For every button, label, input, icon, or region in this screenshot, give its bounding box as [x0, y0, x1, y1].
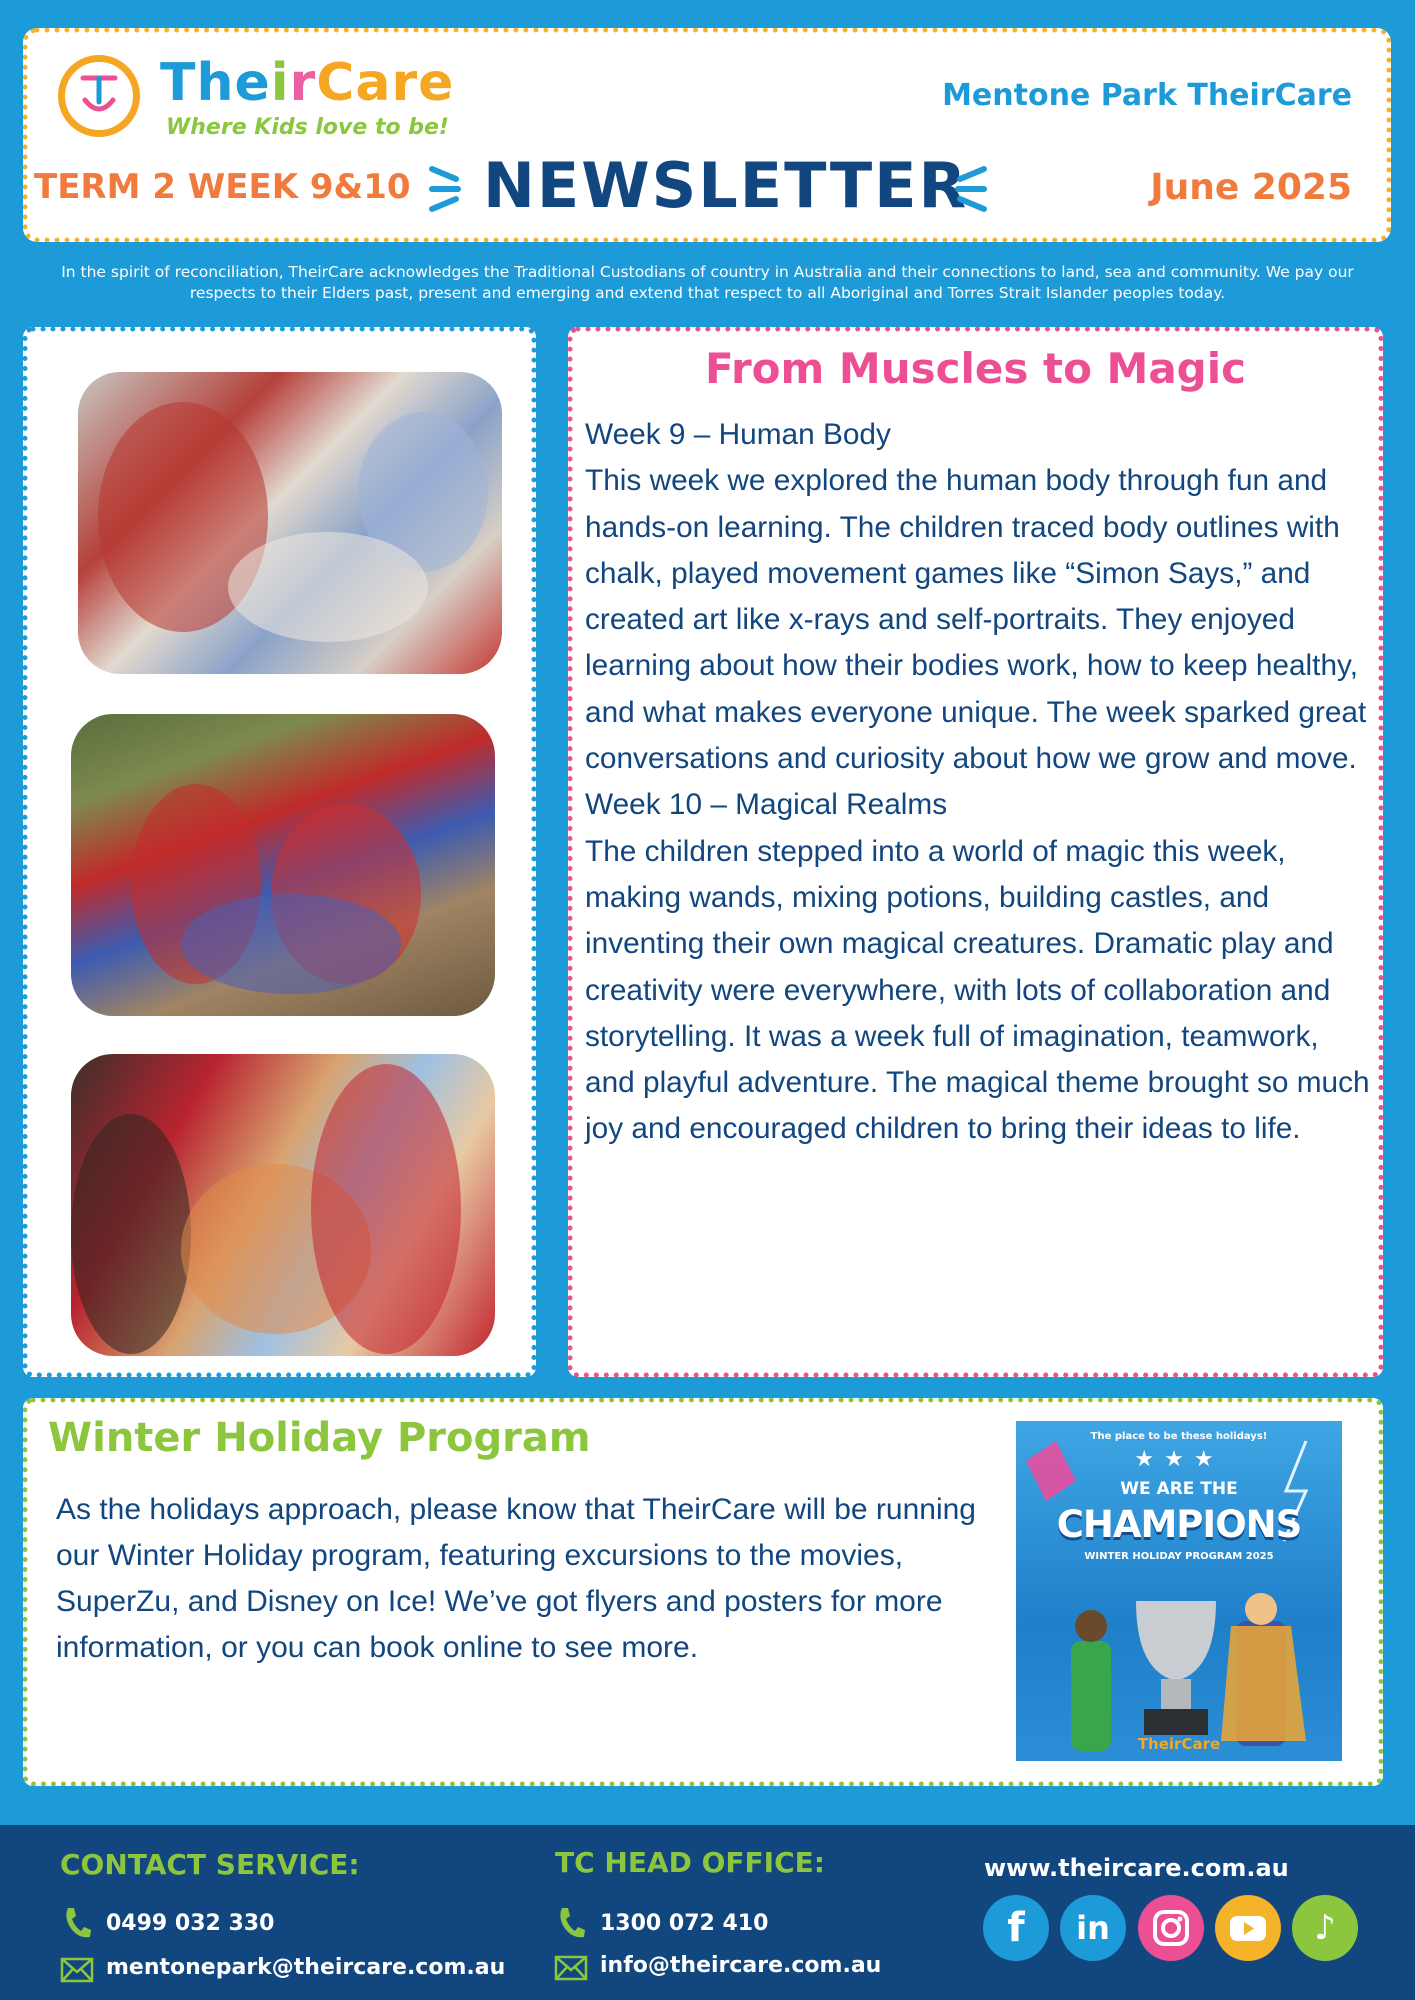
- brand-tagline: Where Kids love to be!: [166, 115, 449, 140]
- poster-heading-line2: CHAMPIONS: [1056, 1503, 1302, 1546]
- holiday-program-poster: [1016, 1421, 1342, 1761]
- brand-name: TheirCare: [160, 53, 455, 113]
- photo-children-building-blocks: [71, 714, 495, 1016]
- mail-icon: [554, 1955, 588, 1981]
- contact-phone-link[interactable]: 0499 032 330: [106, 1911, 275, 1936]
- week10-heading: Week 10 – Magical Realms: [585, 788, 948, 822]
- poster-stars-icon: ★★★: [1134, 1447, 1224, 1472]
- poster-heading-line1: WE ARE THE: [1120, 1479, 1238, 1499]
- footer: [0, 1825, 1415, 2000]
- week10-text: The children stepped into a world of magic this week, making wands, mixing potions, building castles, and inventing their own magical creatures. Dramatic play and creativity were everywhere, with lots of collaboration and storytelling. It was a week full of imagination, teamwork, and playful adventure. The magical theme brought so much joy and encouraged children to bring their ideas to life.: [585, 834, 1378, 1146]
- photo-child-with-puzzle-board: [71, 1054, 495, 1356]
- contact-service-heading: CONTACT SERVICE:: [60, 1848, 360, 1881]
- term-label: TERM 2 WEEK 9&10: [34, 167, 411, 207]
- dash-decoration-icon: [426, 161, 466, 217]
- poster-brand: TheirCare: [1137, 1735, 1221, 1753]
- office-email-link[interactable]: info@theircare.com.au: [600, 1953, 882, 1978]
- youtube-glyph-icon: [1215, 1895, 1281, 1961]
- header-card: [23, 28, 1391, 242]
- facebook-icon[interactable]: f: [983, 1895, 1049, 1961]
- date-label: June 2025: [1150, 167, 1352, 208]
- story-card: [568, 327, 1383, 1377]
- poster-artwork-icon: [1016, 1421, 1342, 1761]
- newsletter-title: NEWSLETTER: [483, 149, 969, 222]
- holiday-text: As the holidays approach, please know that TheirCare will be running our Winter Holiday program, featuring excursions to the movies, SuperZu, and Disney on Ice! We’ve got flyers and posters for more information, or you can book online to see more.: [56, 1493, 976, 1664]
- story-body: [585, 412, 1378, 1153]
- poster-tagline: The place to be these holidays!: [1090, 1431, 1268, 1442]
- instagram-glyph-icon: [1138, 1895, 1204, 1961]
- week9-heading: Week 9 – Human Body: [585, 418, 891, 451]
- photo-column: [23, 327, 536, 1377]
- phone-icon: [556, 1905, 586, 1941]
- dash-decoration-icon: [950, 161, 990, 217]
- instagram-icon[interactable]: [1138, 1895, 1204, 1961]
- contact-email-link[interactable]: mentonepark@theircare.com.au: [106, 1955, 506, 1980]
- website-link[interactable]: www.theircare.com.au: [984, 1854, 1289, 1882]
- theircare-logo-icon: [58, 55, 140, 137]
- linkedin-icon[interactable]: in: [1060, 1895, 1126, 1961]
- holiday-title: Winter Holiday Program: [48, 1415, 591, 1461]
- story-title: From Muscles to Magic: [704, 344, 1247, 393]
- phone-icon: [62, 1905, 92, 1941]
- tiktok-icon[interactable]: ♪: [1292, 1895, 1358, 1961]
- head-office-heading: TC HEAD OFFICE:: [555, 1846, 825, 1879]
- office-phone-link[interactable]: 1300 072 410: [600, 1911, 769, 1936]
- service-name: Mentone Park TheirCare: [942, 78, 1352, 113]
- week9-text: This week we explored the human body through fun and hands-on learning. The children traced body outlines with chalk, played movement games like “Simon Says,” and created art like x-rays and self-portraits. They enjoyed learning about how their bodies work, how to keep healthy, and what makes everyone unique. The week sparked great conversations and curiosity about how we grow and move.: [585, 464, 1375, 776]
- mail-icon: [60, 1957, 94, 1983]
- poster-subheading: WINTER HOLIDAY PROGRAM 2025: [1084, 1551, 1274, 1562]
- photo-children-pipe-cleaner-craft: [78, 372, 502, 674]
- holiday-card: [23, 1398, 1383, 1786]
- acknowledgement-of-country: In the spirit of reconciliation, TheirCare acknowledges the Traditional Custodians of country in Australia and their connections to land, sea and community. We pay our respects to their Elders past, present and emerging and extend that respect to all Aboriginal and Torres Strait Islander peoples today.: [61, 263, 1354, 302]
- youtube-icon[interactable]: [1215, 1895, 1281, 1961]
